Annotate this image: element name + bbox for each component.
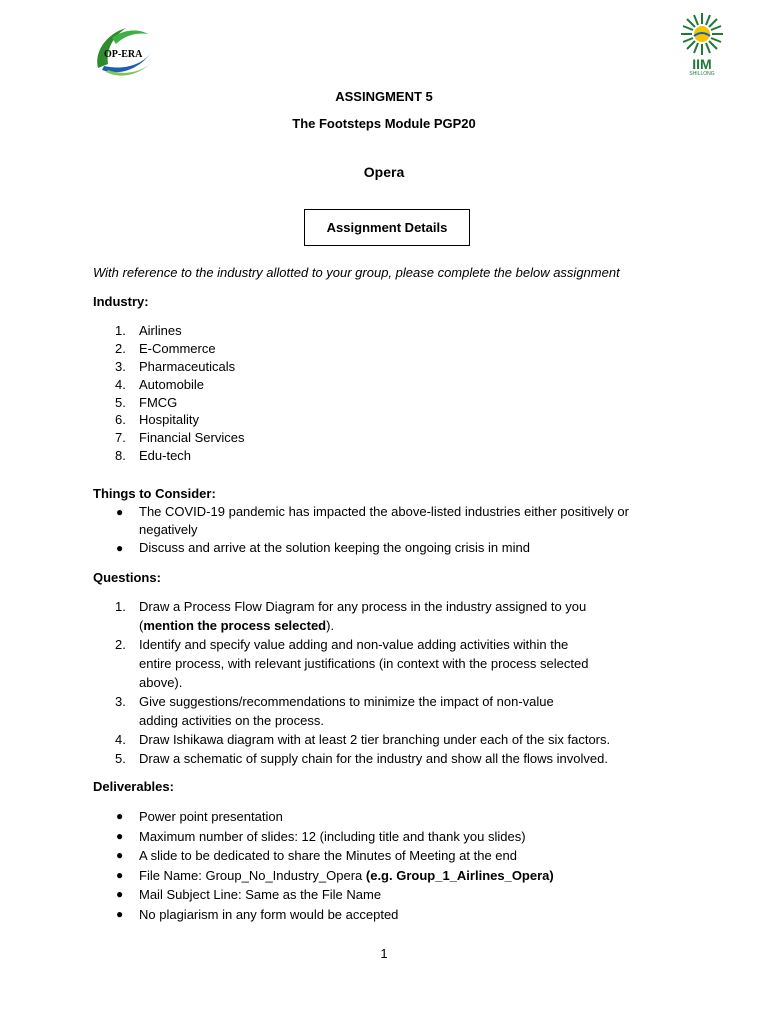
list-item: 8. Edu-tech <box>115 448 192 464</box>
bullet-icon: ● <box>116 809 124 823</box>
list-item: ● Mail Subject Line: Same as the File Name <box>116 887 382 903</box>
list-item: 7. Financial Services <box>115 430 245 446</box>
questions-label: Questions: <box>93 570 161 585</box>
question-item: 3. Give suggestions/recommendations to minimize the impact of non-value adding activities on the process. <box>115 694 554 728</box>
consider-list <box>93 503 683 557</box>
bullet-icon: ● <box>116 505 124 519</box>
list-item: 3. Pharmaceuticals <box>115 358 236 374</box>
question-item: 4. Draw Ishikawa diagram with at least 2 tier branching under each of the six factors. <box>115 732 611 747</box>
assignment-details-label: Assignment Details <box>326 220 448 235</box>
list-item: ● The COVID-19 pandemic has impacted the above-listed industries either positively or negatively <box>116 504 629 537</box>
list-item: ● File Name: Group_No_Industry_Opera (e.g. Group_1_Airlines_Opera) <box>116 867 554 883</box>
bullet-icon: ● <box>116 828 124 843</box>
op-era-logo <box>92 24 154 80</box>
industry-label: Industry: <box>93 294 149 309</box>
module-title: The Footsteps Module PGP20 <box>292 116 476 131</box>
iim-shillong-logo <box>672 12 732 80</box>
list-item: ● No plagiarism in any form would be accepted <box>116 906 399 922</box>
list-item: 4. Automobile <box>115 376 205 392</box>
deliverables-label: Deliverables: <box>93 779 174 794</box>
iim-logo-subtext: SHILLONG <box>689 71 715 77</box>
intro-text: With reference to the industry allotted to your group, please complete the below assignment <box>93 265 620 280</box>
bullet-icon: ● <box>116 541 124 555</box>
op-era-logo-text: OP-ERA <box>104 49 143 60</box>
question-item: 2. Identify and specify value adding and non-value adding activities within the entire process, with relevant justifications (in context with the process selected above). <box>115 637 589 690</box>
bullet-icon: ● <box>116 887 124 902</box>
list-item: ● Power point presentation <box>116 809 283 824</box>
page-number: 1 <box>380 946 388 961</box>
club-title: Opera <box>363 164 405 180</box>
list-item: ● A slide to be dedicated to share the Minutes of Meeting at the end <box>116 848 517 864</box>
question-item: 1. Draw a Process Flow Diagram for any process in the industry assigned to you (mention the process selected). <box>115 599 587 633</box>
bullet-icon: ● <box>116 867 124 882</box>
questions-list <box>93 597 611 768</box>
list-item: 5. FMCG <box>115 394 178 410</box>
list-item: 1. Airlines <box>115 323 182 338</box>
assignment-details-box <box>304 209 470 246</box>
bullet-icon: ● <box>116 848 124 863</box>
consider-label: Things to Consider: <box>93 486 216 501</box>
list-item: 2. E-Commerce <box>115 340 216 356</box>
deliverables-list <box>93 807 693 925</box>
list-item: 6. Hospitality <box>115 412 199 428</box>
assignment-title: ASSINGMENT 5 <box>335 89 433 104</box>
bullet-icon: ● <box>116 906 124 921</box>
question-item: 5. Draw a schematic of supply chain for the industry and show all the flows involved. <box>115 751 608 766</box>
iim-logo-text: IIM <box>692 56 712 72</box>
list-item: ● Discuss and arrive at the solution keeping the ongoing crisis in mind <box>116 540 530 555</box>
list-item: ● Maximum number of slides: 12 (including title and thank you slides) <box>116 828 526 844</box>
industry-list <box>93 322 693 465</box>
